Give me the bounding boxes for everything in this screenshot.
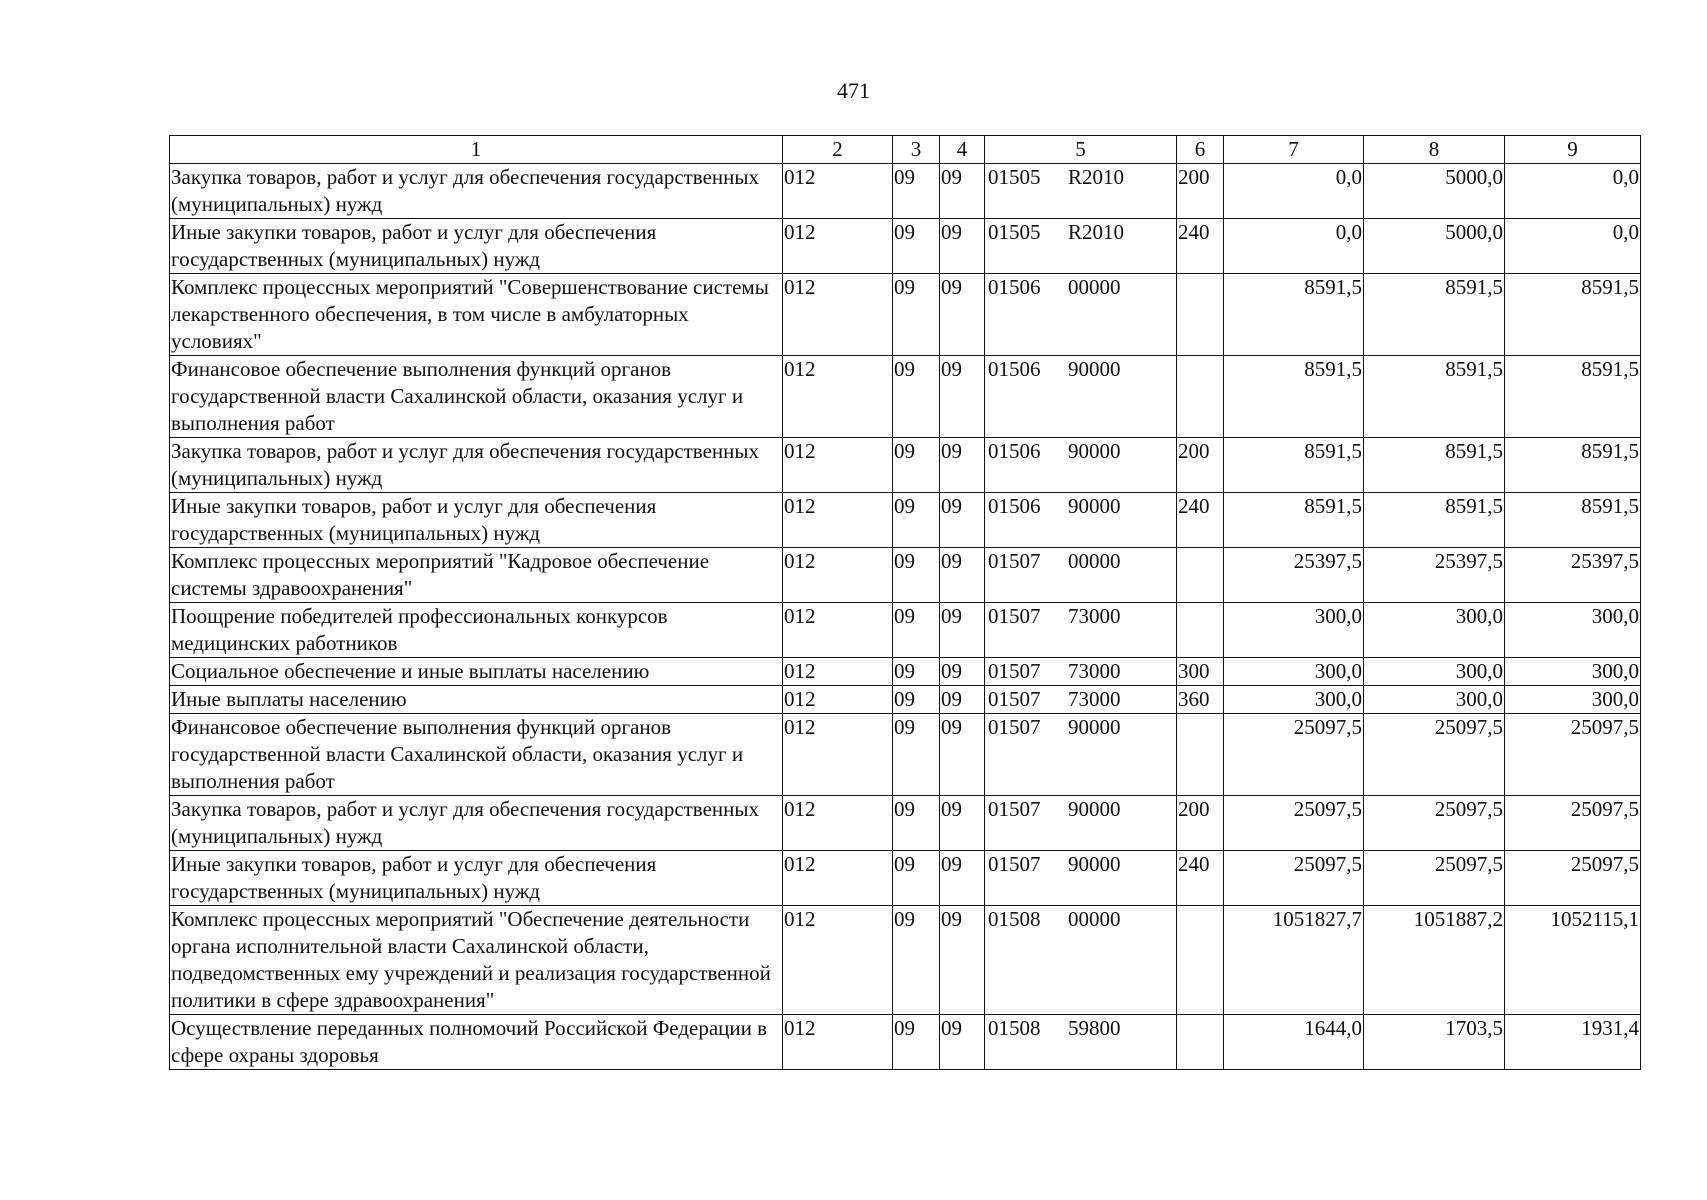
row-name: Иные закупки товаров, работ и услуг для обеспечения государственных (муниципальных) нужд (170, 219, 783, 274)
section-code: 09 (893, 274, 940, 356)
target-article-cell (985, 1015, 1177, 1070)
target-article-cell (985, 603, 1177, 658)
ministry-code: 012 (783, 438, 893, 493)
table-row (170, 851, 1641, 906)
row-name: Комплекс процессных мероприятий "Совершенствование системы лекарственного обеспечения, в том числе в амбулаторных условиях" (170, 274, 783, 356)
target-article-direction: 73000 (1068, 659, 1121, 683)
target-article-direction: R2010 (1068, 165, 1125, 189)
table-row (170, 603, 1641, 658)
target-article-direction: 90000 (1068, 357, 1121, 381)
target-article-direction: 90000 (1068, 494, 1121, 518)
expense-type-code (1177, 356, 1224, 438)
subsection-code: 09 (940, 686, 985, 714)
amount-col-7: 25397,5 (1224, 548, 1364, 603)
amount-col-9: 25097,5 (1505, 714, 1641, 796)
target-article-cell (985, 493, 1177, 548)
target-article-cell (985, 686, 1177, 714)
subsection-code: 09 (940, 274, 985, 356)
ministry-code: 012 (783, 851, 893, 906)
ministry-code: 012 (783, 1015, 893, 1070)
subsection-code: 09 (940, 658, 985, 686)
subsection-code: 09 (940, 1015, 985, 1070)
ministry-code: 012 (783, 274, 893, 356)
table-row (170, 274, 1641, 356)
target-article-cell (985, 796, 1177, 851)
amount-col-7: 1051827,7 (1224, 906, 1364, 1015)
section-code: 09 (893, 356, 940, 438)
expense-type-code (1177, 274, 1224, 356)
amount-col-7: 300,0 (1224, 686, 1364, 714)
row-name: Поощрение победителей профессиональных конкурсов медицинских работников (170, 603, 783, 658)
expense-type-code (1177, 906, 1224, 1015)
section-code: 09 (893, 796, 940, 851)
target-article-cell (985, 219, 1177, 274)
amount-col-9: 0,0 (1505, 219, 1641, 274)
amount-col-9: 8591,5 (1505, 356, 1641, 438)
amount-col-9: 0,0 (1505, 164, 1641, 219)
amount-col-8: 300,0 (1364, 658, 1505, 686)
target-article-program: 01506 (988, 275, 1041, 299)
target-article-program: 01506 (988, 357, 1041, 381)
amount-col-8: 25097,5 (1364, 796, 1505, 851)
target-article-direction: 00000 (1068, 549, 1121, 573)
amount-col-8: 5000,0 (1364, 164, 1505, 219)
row-name: Комплекс процессных мероприятий "Обеспечение деятельности органа исполнительной власти Сахалинской области, подведомственных ему учреждений и реализация государственной политики в сфере здравоохранения" (170, 906, 783, 1015)
target-article-cell (985, 714, 1177, 796)
amount-col-9: 25097,5 (1505, 851, 1641, 906)
target-article-direction: 73000 (1068, 687, 1121, 711)
subsection-code: 09 (940, 493, 985, 548)
table-row (170, 906, 1641, 1015)
expense-type-code (1177, 1015, 1224, 1070)
table-row (170, 658, 1641, 686)
section-code: 09 (893, 438, 940, 493)
target-article-direction: 00000 (1068, 907, 1121, 931)
target-article-direction: 59800 (1068, 1016, 1121, 1040)
subsection-code: 09 (940, 714, 985, 796)
target-article-program: 01506 (988, 494, 1041, 518)
header-cell: 7 (1224, 136, 1364, 164)
table-row (170, 1015, 1641, 1070)
expense-type-code: 240 (1177, 493, 1224, 548)
ministry-code: 012 (783, 796, 893, 851)
amount-col-8: 300,0 (1364, 686, 1505, 714)
page-number: 471 (837, 78, 870, 103)
target-article-program: 01507 (988, 659, 1041, 683)
expense-type-code: 240 (1177, 219, 1224, 274)
ministry-code: 012 (783, 164, 893, 219)
target-article-program: 01505 (988, 220, 1041, 244)
row-name: Закупка товаров, работ и услуг для обеспечения государственных (муниципальных) нужд (170, 796, 783, 851)
ministry-code: 012 (783, 906, 893, 1015)
amount-col-7: 8591,5 (1224, 274, 1364, 356)
section-code: 09 (893, 219, 940, 274)
section-code: 09 (893, 714, 940, 796)
amount-col-8: 5000,0 (1364, 219, 1505, 274)
amount-col-7: 0,0 (1224, 219, 1364, 274)
section-code: 09 (893, 1015, 940, 1070)
expense-type-code (1177, 548, 1224, 603)
header-cell: 5 (985, 136, 1177, 164)
expense-type-code: 360 (1177, 686, 1224, 714)
subsection-code: 09 (940, 356, 985, 438)
expense-type-code (1177, 603, 1224, 658)
section-code: 09 (893, 493, 940, 548)
table-row (170, 164, 1641, 219)
amount-col-8: 25397,5 (1364, 548, 1505, 603)
header-cell: 8 (1364, 136, 1505, 164)
subsection-code: 09 (940, 603, 985, 658)
subsection-code: 09 (940, 548, 985, 603)
row-name: Финансовое обеспечение выполнения функций органов государственной власти Сахалинской области, оказания услуг и выполнения работ (170, 714, 783, 796)
row-name: Иные закупки товаров, работ и услуг для обеспечения государственных (муниципальных) нужд (170, 493, 783, 548)
subsection-code: 09 (940, 164, 985, 219)
table-row (170, 438, 1641, 493)
section-code: 09 (893, 658, 940, 686)
target-article-program: 01507 (988, 715, 1041, 739)
amount-col-7: 300,0 (1224, 658, 1364, 686)
target-article-program: 01508 (988, 907, 1041, 931)
target-article-cell (985, 356, 1177, 438)
amount-col-8: 25097,5 (1364, 851, 1505, 906)
ministry-code: 012 (783, 356, 893, 438)
target-article-program: 01506 (988, 439, 1041, 463)
target-article-program: 01507 (988, 549, 1041, 573)
table-row (170, 686, 1641, 714)
amount-col-7: 0,0 (1224, 164, 1364, 219)
expense-type-code: 200 (1177, 438, 1224, 493)
amount-col-7: 25097,5 (1224, 796, 1364, 851)
amount-col-9: 25097,5 (1505, 796, 1641, 851)
target-article-program: 01507 (988, 797, 1041, 821)
target-article-cell (985, 438, 1177, 493)
row-name: Осуществление переданных полномочий Российской Федерации в сфере охраны здоровья (170, 1015, 783, 1070)
amount-col-7: 300,0 (1224, 603, 1364, 658)
table-row (170, 356, 1641, 438)
section-code: 09 (893, 603, 940, 658)
target-article-direction: 90000 (1068, 852, 1121, 876)
row-name: Закупка товаров, работ и услуг для обеспечения государственных (муниципальных) нужд (170, 164, 783, 219)
header-cell: 1 (170, 136, 783, 164)
ministry-code: 012 (783, 658, 893, 686)
budget-table (169, 135, 1641, 1070)
target-article-program: 01505 (988, 165, 1041, 189)
row-name: Иные закупки товаров, работ и услуг для обеспечения государственных (муниципальных) нужд (170, 851, 783, 906)
amount-col-8: 1051887,2 (1364, 906, 1505, 1015)
row-name: Иные выплаты населению (170, 686, 783, 714)
subsection-code: 09 (940, 906, 985, 1015)
amount-col-9: 300,0 (1505, 686, 1641, 714)
target-article-cell (985, 851, 1177, 906)
target-article-direction: 00000 (1068, 275, 1121, 299)
header-row (170, 136, 1641, 164)
table-row (170, 548, 1641, 603)
target-article-program: 01507 (988, 852, 1041, 876)
section-code: 09 (893, 851, 940, 906)
expense-type-code: 200 (1177, 796, 1224, 851)
ministry-code: 012 (783, 493, 893, 548)
subsection-code: 09 (940, 438, 985, 493)
header-cell: 4 (940, 136, 985, 164)
row-name: Финансовое обеспечение выполнения функций органов государственной власти Сахалинской области, оказания услуг и выполнения работ (170, 356, 783, 438)
target-article-cell (985, 906, 1177, 1015)
target-article-direction: 90000 (1068, 715, 1121, 739)
amount-col-8: 8591,5 (1364, 274, 1505, 356)
expense-type-code (1177, 714, 1224, 796)
amount-col-7: 25097,5 (1224, 714, 1364, 796)
subsection-code: 09 (940, 219, 985, 274)
section-code: 09 (893, 906, 940, 1015)
target-article-program: 01507 (988, 687, 1041, 711)
target-article-direction: 90000 (1068, 439, 1121, 463)
section-code: 09 (893, 164, 940, 219)
subsection-code: 09 (940, 796, 985, 851)
target-article-direction: R2010 (1068, 220, 1125, 244)
amount-col-7: 8591,5 (1224, 438, 1364, 493)
row-name: Социальное обеспечение и иные выплаты населению (170, 658, 783, 686)
target-article-direction: 73000 (1068, 604, 1121, 628)
table-row (170, 493, 1641, 548)
ministry-code: 012 (783, 548, 893, 603)
target-article-cell (985, 548, 1177, 603)
ministry-code: 012 (783, 686, 893, 714)
target-article-cell (985, 658, 1177, 686)
ministry-code: 012 (783, 714, 893, 796)
row-name: Комплекс процессных мероприятий "Кадровое обеспечение системы здравоохранения" (170, 548, 783, 603)
amount-col-9: 1931,4 (1505, 1015, 1641, 1070)
amount-col-9: 300,0 (1505, 603, 1641, 658)
amount-col-8: 300,0 (1364, 603, 1505, 658)
subsection-code: 09 (940, 851, 985, 906)
amount-col-8: 25097,5 (1364, 714, 1505, 796)
target-article-cell (985, 164, 1177, 219)
target-article-program: 01507 (988, 604, 1041, 628)
target-article-program: 01508 (988, 1016, 1041, 1040)
amount-col-9: 8591,5 (1505, 438, 1641, 493)
expense-type-code: 200 (1177, 164, 1224, 219)
row-name: Закупка товаров, работ и услуг для обеспечения государственных (муниципальных) нужд (170, 438, 783, 493)
section-code: 09 (893, 548, 940, 603)
amount-col-9: 8591,5 (1505, 274, 1641, 356)
amount-col-7: 1644,0 (1224, 1015, 1364, 1070)
amount-col-8: 8591,5 (1364, 438, 1505, 493)
table-row (170, 796, 1641, 851)
amount-col-7: 25097,5 (1224, 851, 1364, 906)
expense-type-code: 300 (1177, 658, 1224, 686)
amount-col-9: 8591,5 (1505, 493, 1641, 548)
header-cell: 6 (1177, 136, 1224, 164)
amount-col-9: 300,0 (1505, 658, 1641, 686)
ministry-code: 012 (783, 219, 893, 274)
header-cell: 2 (783, 136, 893, 164)
amount-col-7: 8591,5 (1224, 493, 1364, 548)
amount-col-8: 1703,5 (1364, 1015, 1505, 1070)
target-article-cell (985, 274, 1177, 356)
table-row (170, 219, 1641, 274)
amount-col-8: 8591,5 (1364, 356, 1505, 438)
header-cell: 3 (893, 136, 940, 164)
section-code: 09 (893, 686, 940, 714)
ministry-code: 012 (783, 603, 893, 658)
amount-col-7: 8591,5 (1224, 356, 1364, 438)
amount-col-9: 25397,5 (1505, 548, 1641, 603)
table-row (170, 714, 1641, 796)
header-cell: 9 (1505, 136, 1641, 164)
expense-type-code: 240 (1177, 851, 1224, 906)
target-article-direction: 90000 (1068, 797, 1121, 821)
amount-col-9: 1052115,1 (1505, 906, 1641, 1015)
amount-col-8: 8591,5 (1364, 493, 1505, 548)
